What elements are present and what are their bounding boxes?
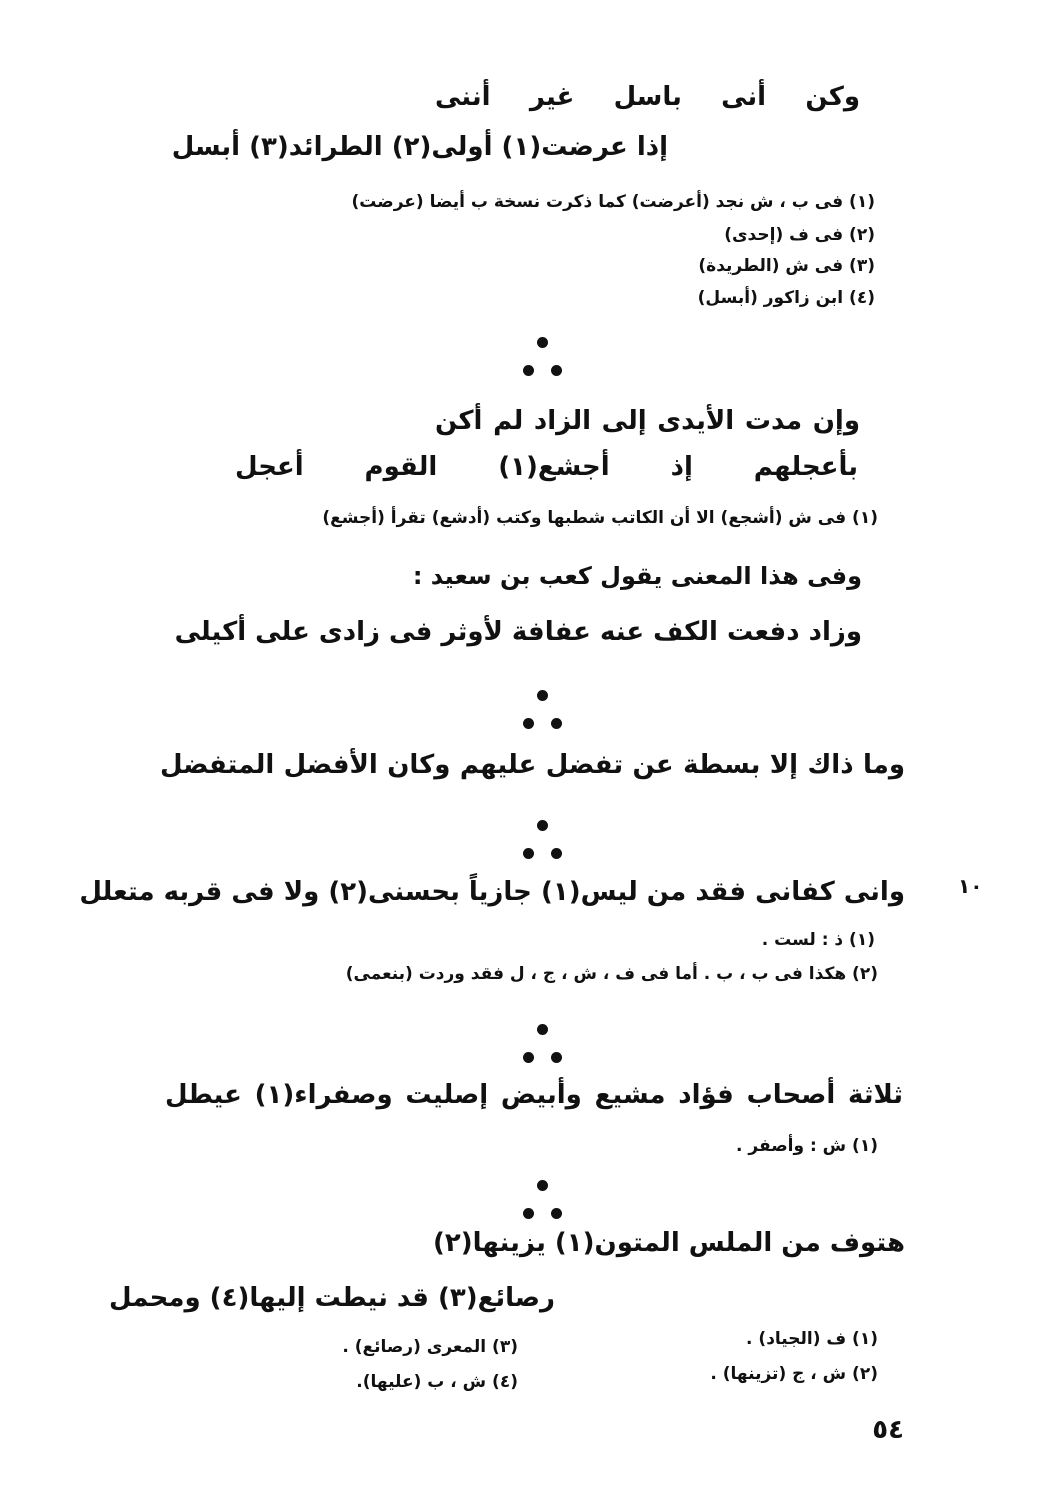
quoted-verse: وزاد دفعت الكف عنه عفافة لأوثر فى زادى على أكيلى [174, 617, 862, 647]
verse-line: إذا عرضت(١) أولى(٢) الطرائد(٣) أبسل [171, 132, 668, 162]
verse-line: بأعجلهم إذ أجشع(١) القوم أعجل [235, 452, 858, 482]
verse-line: وانى كفانى فقد من ليس(١) جازياً بحسنى(٢) ولا فى قربه متعلل [79, 877, 905, 907]
section-separator-dots [523, 820, 563, 860]
verse-line: وما ذاك إلا بسطة عن تفضل عليهم وكان الأفضل المتفضل [160, 750, 905, 780]
section-separator-dots [523, 1180, 563, 1220]
verse-line: رصائع(٣) قد نيطت إليها(٤) ومحمل [109, 1283, 555, 1313]
section-separator-dots [523, 690, 563, 730]
verse-line: وكن أنى باسل غير أننى [435, 82, 860, 112]
verse-line: هتوف من الملس المتون(١) يزينها(٢) [432, 1228, 905, 1258]
page-number: ٥٤ [872, 1415, 904, 1445]
verse-line: وإن مدت الأيدى إلى الزاد لم أكن [435, 406, 860, 436]
footnote: (١) فى ش (أشجع) الا أن الكاتب شطبها وكتب (أدشع) تقرأ (أجشع) [322, 508, 878, 528]
verse-line: ثلاثة أصحاب فؤاد مشيع وأبيض إصليت وصفراء(١) عيطل [165, 1080, 904, 1110]
section-separator-dots [523, 337, 563, 377]
section-separator-dots [523, 1024, 563, 1064]
line-number: ١٠ [958, 874, 983, 898]
footnote: (٣) فى ش (الطريدة) [698, 256, 875, 276]
footnote: (٤) ابن زاكور (أبسل) [697, 288, 875, 308]
footnote: (٢) هكذا فى ب ، ب . أما فى ف ، ش ، ج ، ل فقد وردت (بنعمى) [345, 964, 878, 984]
footnote: (١) فى ب ، ش نجد (أعرضت) كما ذكرت نسخة ب أيضا (عرضت) [351, 192, 875, 212]
footnote: (١) ش : وأصفر . [736, 1136, 878, 1156]
intro-text: وفى هذا المعنى يقول كعب بن سعيد : [412, 562, 862, 590]
footnote: (٣) المعرى (رصائع) . [342, 1337, 518, 1357]
footnote: (١) ذ : لست . [761, 930, 875, 950]
footnote: (٤) ش ، ب (عليها). [356, 1372, 518, 1392]
footnote: (١) ف (الجياد) . [746, 1329, 878, 1349]
footnote: (٢) فى ف (إحدى) [724, 225, 875, 245]
footnote: (٢) ش ، ج (تزينها) . [710, 1364, 878, 1384]
